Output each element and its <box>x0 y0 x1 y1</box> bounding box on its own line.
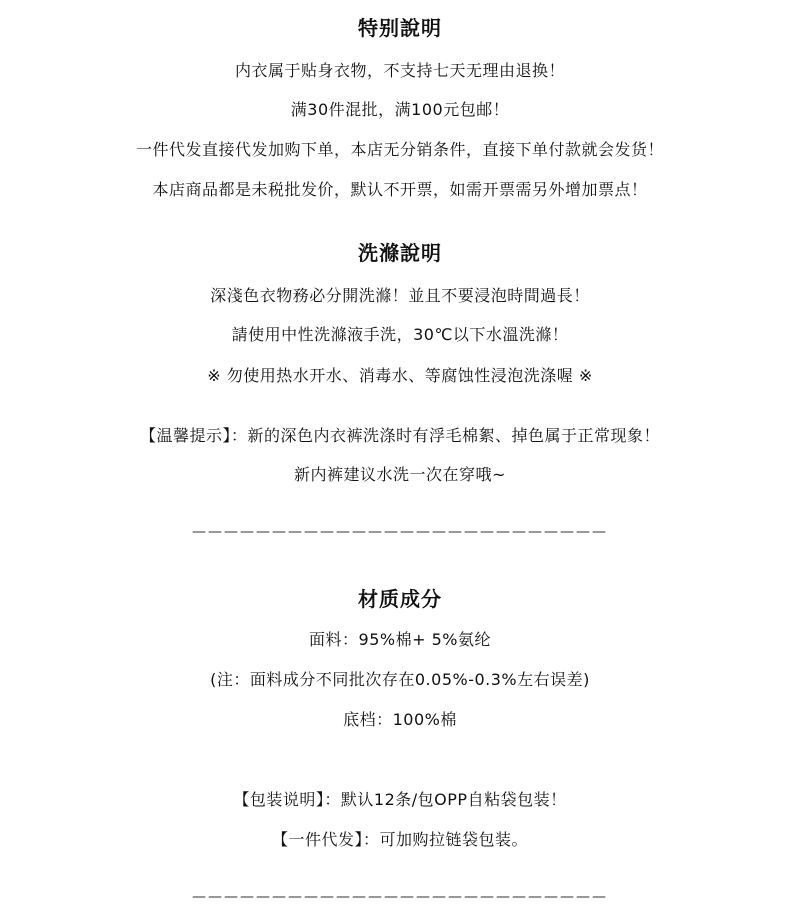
section-divider: —————————————————————————— <box>192 524 608 540</box>
warm-tip-line: 新内裤建议水洗一次在穿哦~ <box>294 465 506 484</box>
material-note-line: (注：面料成分不同批次存在0.05%-0.3%左右误差) <box>210 670 590 689</box>
special-note-line: 满30件混批，满100元包邮！ <box>290 100 510 119</box>
washing-line: 深淺色衣物務必分開洗滌！並且不要浸泡時間過長！ <box>210 286 590 305</box>
special-note-line: 本店商品都是未税批发价，默认不开票，如需开票需另外增加票点！ <box>152 180 648 199</box>
dropship-line: 【一件代发】：可加购拉链袋包装。 <box>271 830 528 849</box>
special-notes-title: 特别說明 <box>358 16 442 40</box>
washing-warning-line: ※ 勿使用热水开水、消毒水、等腐蚀性浸泡洗涤喔 ※ <box>207 366 593 385</box>
material-line: 面料：95%棉+ 5%氨纶 <box>309 630 491 649</box>
washing-instructions-title: 洗滌說明 <box>358 241 442 265</box>
special-note-line: 一件代发直接代发加购下单，本店无分销条件，直接下单付款就会发货！ <box>135 140 664 159</box>
material-line: 底档：100%棉 <box>343 710 457 729</box>
warm-tip-line: 【温馨提示】：新的深色内衣裤洗涤时有浮毛棉絮、掉色属于正常现象！ <box>139 426 660 445</box>
material-composition-title: 材质成分 <box>358 587 442 611</box>
special-note-line: 内衣属于贴身衣物，不支持七天无理由退换！ <box>234 61 565 80</box>
packaging-line: 【包装说明】：默认12条/包OPP自粘袋包装！ <box>233 790 567 809</box>
bottom-divider: —————————————————————————— <box>192 889 608 905</box>
washing-line: 請使用中性洗滌液手洗，30℃以下水溫洗滌！ <box>231 325 569 344</box>
